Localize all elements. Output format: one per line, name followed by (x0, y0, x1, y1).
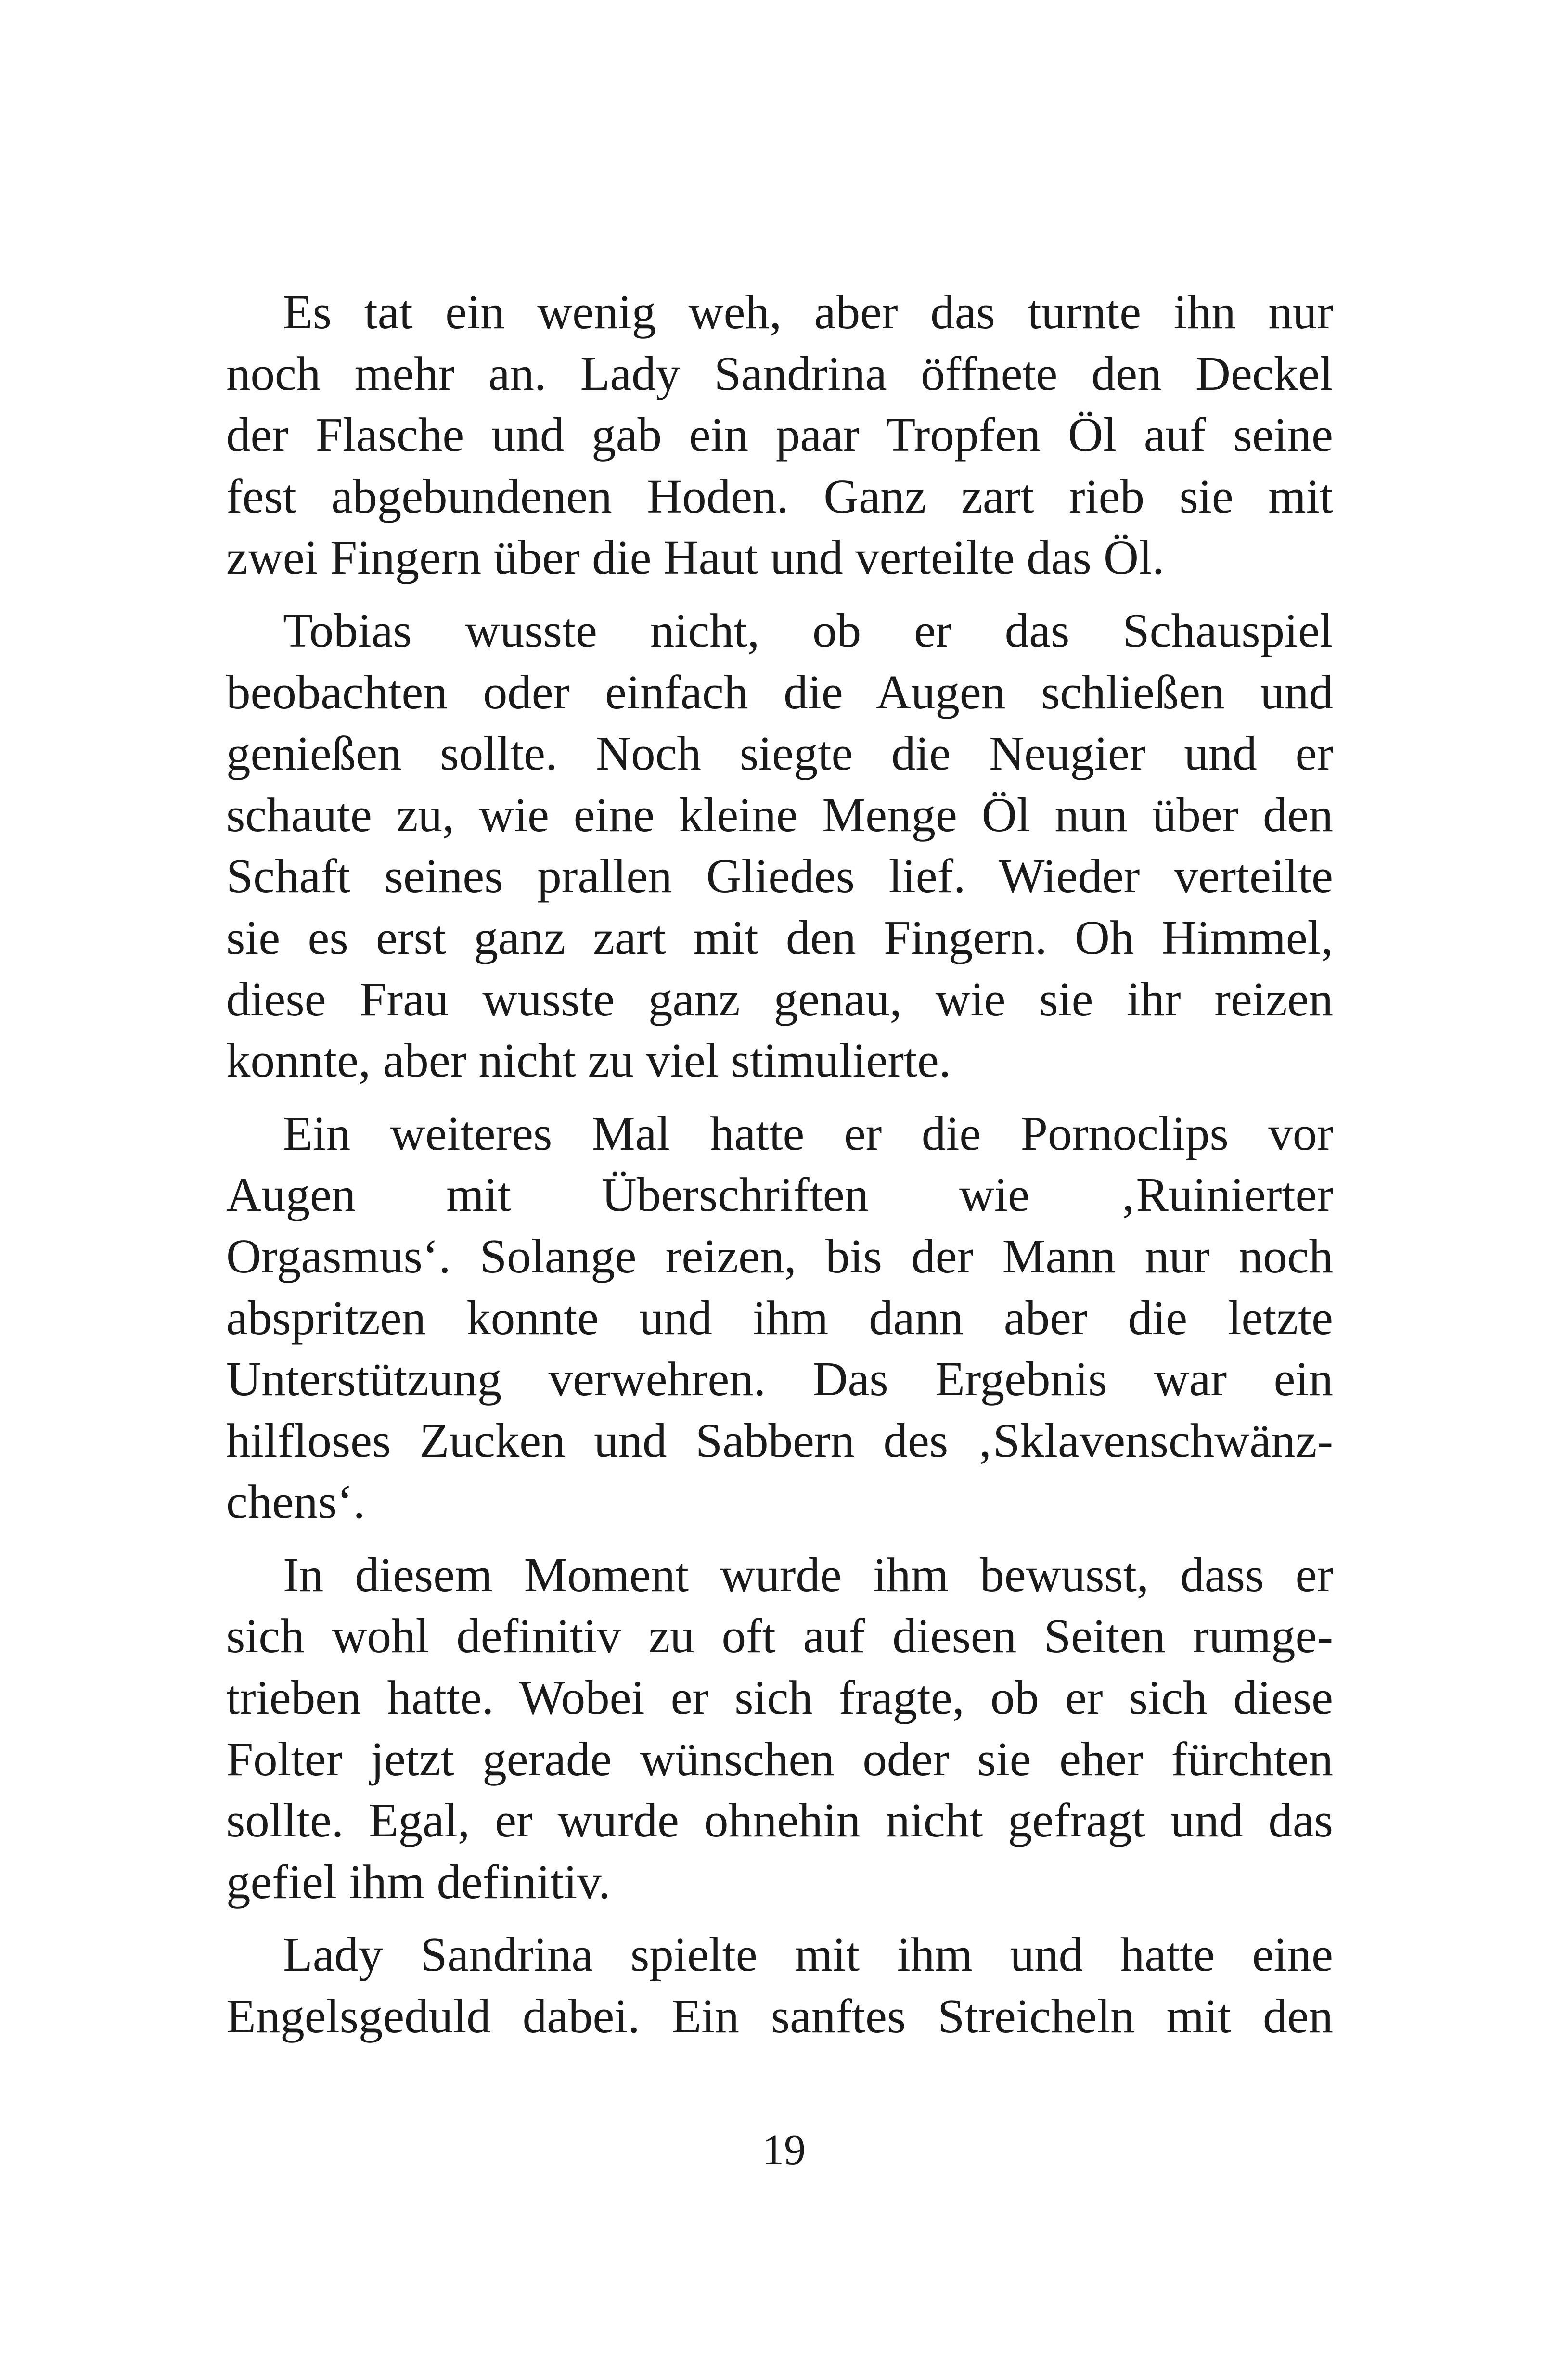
text-line: gefiel ihm definitiv. (226, 1854, 611, 1909)
text-line: genießen sollte. Noch siegte die Neugier und er (226, 726, 1333, 781)
text-line: Es tat ein wenig weh, aber das turnte ihn nur (283, 285, 1333, 339)
text-line: Ein weiteres Mal hatte er die Pornoclips vor (283, 1106, 1333, 1160)
page-number: 19 (762, 2126, 806, 2174)
text-line: chens‘. (226, 1475, 365, 1529)
text-line: Unterstützung verwehren. Das Ergebnis war ein (226, 1352, 1333, 1406)
paragraph-2 (226, 600, 1333, 1091)
paragraph-4 (226, 1544, 1333, 1913)
text-line: Orgasmus‘. Solange reizen, bis der Mann nur noch (226, 1229, 1333, 1283)
text-line: diese Frau wusste ganz genau, wie sie ihr reizen (226, 972, 1333, 1026)
text-line: noch mehr an. Lady Sandrina öffnete den Deckel (226, 346, 1333, 400)
text-line: abspritzen konnte und ihm dann aber die letzte (226, 1290, 1333, 1345)
text-line: fest abgebundenen Hoden. Ganz zart rieb sie mit (226, 469, 1333, 523)
text-line: Tobias wusste nicht, ob er das Schauspiel (283, 603, 1333, 657)
text-line: der Flasche und gab ein paar Tropfen Öl auf seine (226, 408, 1333, 462)
text-line: Folter jetzt gerade wünschen oder sie eher fürchten (226, 1732, 1333, 1786)
text-line: Augen mit Überschriften wie ‚Ruinierter (226, 1168, 1333, 1222)
text-line: sie es erst ganz zart mit den Fingern. Oh Himmel, (226, 910, 1333, 964)
text-line: konnte, aber nicht zu viel stimulierte. (226, 1033, 951, 1088)
text-line: In diesem Moment wurde ihm bewusst, dass er (283, 1547, 1333, 1602)
paragraph-5 (226, 1924, 1333, 2047)
text-line: Lady Sandrina spielte mit ihm und hatte eine (283, 1927, 1333, 1982)
text-line: trieben hatte. Wobei er sich fragte, ob er sich diese (226, 1670, 1333, 1725)
text-line: sich wohl definitiv zu oft auf diesen Seiten rumge- (226, 1609, 1333, 1663)
text-line: Schaft seines prallen Gliedes lief. Wieder verteilte (226, 849, 1333, 903)
text-line: beobachten oder einfach die Augen schließen und (226, 665, 1333, 719)
text-line: hilfloses Zucken und Sabbern des ‚Sklavenschwänz- (226, 1413, 1333, 1467)
body-text (226, 282, 1333, 2059)
text-line: sollte. Egal, er wurde ohnehin nicht gefragt und das (226, 1793, 1333, 1848)
paragraph-3 (226, 1103, 1333, 1533)
text-line: schaute zu, wie eine kleine Menge Öl nun über den (226, 787, 1333, 842)
paragraph-1 (226, 282, 1333, 589)
text-line: Engelsgeduld dabei. Ein sanftes Streicheln mit den (226, 1989, 1333, 2043)
text-line: zwei Fingern über die Haut und verteilte das Öl. (226, 530, 1165, 585)
